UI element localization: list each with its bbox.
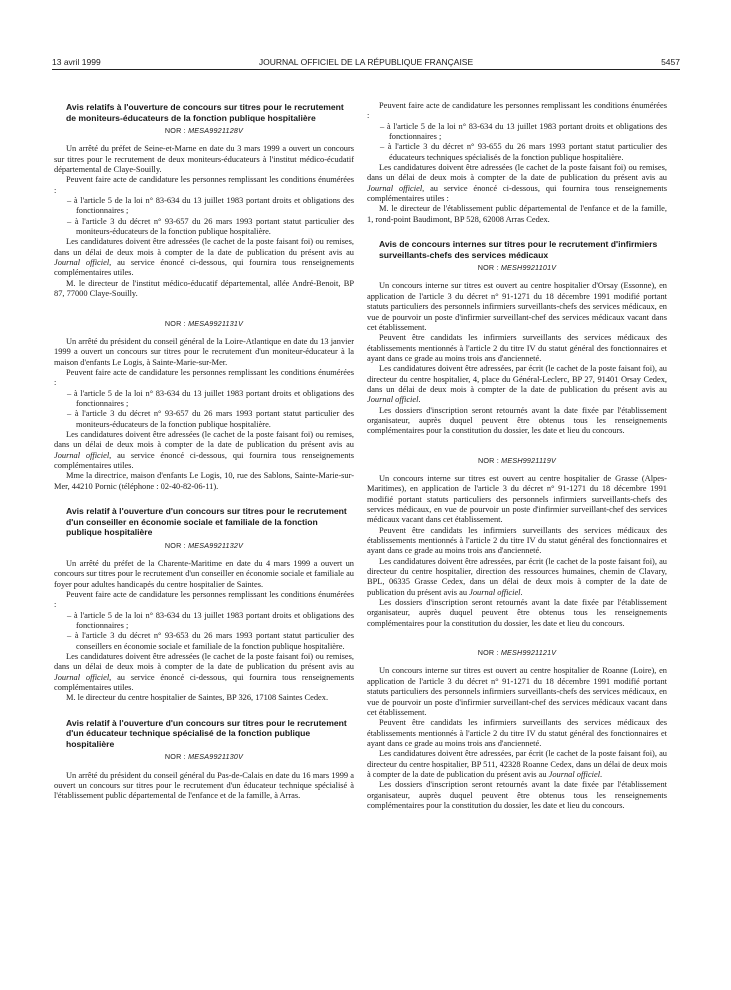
notice-educateur-technique <box>54 718 354 802</box>
nor-reference <box>367 456 667 466</box>
address-paragraph: M. le directeur de l'établissement public départemental de l'enfance et de la famille, 1, rond-point Baudimont, BP 528, 62008 Arras Cedex. <box>367 204 667 224</box>
paragraph: Peuvent être candidats les infirmiers surveillants des services médicaux des établissements mentionnés à l'article 2 du titre IV du statut général des fonctionnaires et ayant dans ce grade au moins trois ans d'ancienneté. <box>367 718 667 748</box>
nor-reference <box>367 648 667 658</box>
text-run: , au service énoncé ci-dessous, qui fournira tous renseignements complémentaires utiles. <box>54 672 354 692</box>
text-run: . <box>418 395 421 405</box>
paragraph: Un concours interne sur titres est ouvert au centre hospitalier de Roanne (Loire), en application de l'article 3 du décret n° 91-1271 du 18 décembre 1991 modifié portant statuts particuliers des personnels infirmiers surveillants-chefs des services médicaux, en vue de pourvoir un poste d'infirmier surveillant-chef des services médicaux vacant dans cet établissement. <box>367 666 667 717</box>
nor-code: MESA9921128V <box>188 126 244 135</box>
journal-officiel-ref: Journal officiel <box>469 587 521 597</box>
header-rule <box>52 69 680 70</box>
paragraph: Peuvent faire acte de candidature les personnes remplissant les conditions énumérées : <box>54 367 354 388</box>
nor-label: NOR : <box>164 752 186 762</box>
journal-officiel-ref: Journal officiel <box>367 183 423 193</box>
paragraph: Peuvent faire acte de candidature les personnes remplissant les conditions énumérées : <box>54 175 354 195</box>
list-item: – à l'article 5 de la loi n° 83-634 du 13 juillet 1983 portant droits et obligations des fonctionnaires ; <box>367 122 667 143</box>
journal-title: JOURNAL OFFICIEL DE LA RÉPUBLIQUE FRANÇAISE <box>258 57 474 67</box>
nor-label: NOR : <box>477 263 499 273</box>
notice-loire-atlantique <box>54 319 354 493</box>
list-item: – à l'article 3 du décret n° 93-655 du 26 mars 1993 portant statut particulier des éducateurs techniques spécialisés de la fonction publique hospitalière. <box>367 142 667 163</box>
nor-reference <box>54 752 354 762</box>
journal-officiel-ref: Journal officiel <box>367 395 419 405</box>
text-run: , au service énoncé ci-dessous, qui fournira tous renseignements complémentaires utiles. <box>54 450 354 470</box>
journal-officiel-ref: Journal officiel <box>548 769 601 779</box>
nor-code: MESA9921132V <box>188 540 244 550</box>
paragraph: Les dossiers d'inscription seront retournés avant la date fixée par l'établissement organisateur, auprès duquel peuvent être obtenus tous les renseignements complémentaires pour la constitution du dossier, les date et lieu du concours. <box>367 780 667 810</box>
paragraph: Un concours interne sur titres est ouvert au centre hospitalier d'Orsay (Essonne), en application de l'article 3 du décret n° 91-1271 du 18 décembre 1991 modifié portant statuts particuliers des personnels infirmiers surveillants-chefs des services médicaux, en vue de pourvoir un poste d'infirmier surveillant-chef des services médicaux vacant dans cet établissement. <box>367 281 667 332</box>
paragraph: Un arrêté du préfet de la Charente-Maritime en date du 4 mars 1999 a ouvert un concours sur titres pour le recrutement d'un conseiller en économie sociale et familiale au foyer pour adultes handicapés du centre hospitalier de Saintes. <box>54 558 354 589</box>
nor-code: MESA9921131V <box>188 318 244 328</box>
paragraph <box>54 430 354 471</box>
nor-code: MESH9921101V <box>500 263 557 273</box>
text-run: , au service énoncé ci-dessous, qui fournira tous renseignements complémentaires utiles : <box>367 183 667 204</box>
paragraph: Un arrêté du préfet de Seine-et-Marne en date du 3 mars 1999 a ouvert un concours sur titres pour le recrutement de deux moniteurs-éducateurs à l'institut médico-écudatif départemental de Claye-Souilly. <box>54 144 354 175</box>
nor-code: MESH9921121V <box>500 648 557 658</box>
journal-officiel-ref: Journal officiel <box>54 672 110 682</box>
paragraph: Peuvent être candidats les infirmiers surveillants des services médicaux des établissements mentionnés à l'article 2 du titre IV du statut général des fonctionnaires et ayant dans ce grade au moins trois ans d'ancienneté. <box>367 333 667 363</box>
text-run: Les candidatures doivent être adressées, par écrit (le cachet de la poste faisant foi), au directeur du centre hospitalier, direction des ressources humaines, chemin de Clavary, BPL, 06335 Grasse Cedex, dans un délai de deux mois à compter de la date de publication du présent avis au <box>367 556 667 597</box>
nor-code: MESA9921130V <box>188 752 244 762</box>
nor-reference <box>54 319 354 329</box>
address-paragraph: Mme la directrice, maison d'enfants Le Logis, 10, rue des Sablons, Sainte-Marie-sur-Mer, 44210 Pornic (téléphone : 02-40-82-06-11). <box>54 471 354 491</box>
list-item: – à l'article 5 de la loi n° 83-634 du 13 juillet 1983 portant droits et obligations des fonctionnaires ; <box>54 611 354 632</box>
left-column <box>54 102 354 802</box>
right-column <box>367 101 667 811</box>
nor-label: NOR : <box>164 540 186 550</box>
conditions-list <box>367 122 667 163</box>
paragraph <box>367 163 667 204</box>
text-run: . <box>520 587 523 597</box>
conditions-list <box>54 611 354 652</box>
text-run: Les candidatures doivent être adressées (le cachet de la poste faisant foi) ou remises, dans un délai de deux mois à compter de la date de publication du présent avis au <box>54 237 354 257</box>
nor-reference <box>54 541 354 551</box>
text-run: Les candidatures doivent être adressées, par écrit (le cachet de la poste faisant foi), au directeur du centre hospitalier, BP 511, 42328 Roanne Cedex, dans un délai de deux mois à compter de la date de publication du présent avis au <box>367 749 667 779</box>
conditions-list <box>54 389 354 430</box>
nor-reference <box>54 126 354 136</box>
conditions-list <box>54 196 354 237</box>
paragraph <box>367 557 667 598</box>
notice-infirmiers-grasse <box>367 456 667 630</box>
nor-label: NOR : <box>164 126 186 135</box>
paragraph <box>367 364 667 405</box>
notice-educateur-technique-continued <box>367 101 667 225</box>
journal-officiel-ref: Journal officiel <box>54 258 110 268</box>
nor-label: NOR : <box>477 648 499 658</box>
paragraph: Peuvent faire acte de candidature les personnes remplissant les conditions énumérées : <box>54 589 354 610</box>
list-item: – à l'article 3 du décret n° 93-657 du 26 mars 1993 portant statut particulier des moniteurs-éducateurs de la fonction publique hospitalière. <box>54 217 354 238</box>
nor-code: MESH9921119V <box>501 455 557 465</box>
list-item: – à l'article 3 du décret n° 93-653 du 26 mars 1993 portant statut particulier des conseillers en économie sociale et familiale de la fonction publique hospitalière. <box>54 631 354 652</box>
list-item: – à l'article 5 de la loi n° 83-634 du 13 juillet 1983 portant droits et obligations des fonctionnaires ; <box>54 389 354 410</box>
notice-title: Avis relatifs à l'ouverture de concours sur titres pour le recrutement de moniteurs-éducateurs de la fonction publique hospitalière <box>66 102 344 123</box>
address-paragraph: M. le directeur du centre hospitalier de Saintes, BP 326, 17108 Saintes Cedex. <box>66 693 329 703</box>
paragraph: Les dossiers d'inscription seront retournés avant la date fixée par l'établissement organisateur, auprès duquel peuvent être obtenus tous les renseignements complémentaires pour la constitution du dossier, les date et lieu du concours. <box>367 598 667 628</box>
page-number: 5457 <box>661 57 680 67</box>
paragraph <box>54 237 354 278</box>
page-header <box>52 57 680 69</box>
paragraph <box>367 749 667 780</box>
address-paragraph: M. le directeur de l'institut médico-éducatif départemental, allée André-Benoit, BP 87, 77000 Claye-Souilly. <box>54 278 354 299</box>
notice-moniteurs-educateurs <box>54 102 354 300</box>
text-run: Les candidatures doivent être adressées, par écrit (le cachet de la poste faisant foi), au directeur du centre hospitalier, 4, place du Général-Leclerc, BP 27, 91401 Orsay Cedex, dans un délai de deux mois à compter de la date de publication du présent avis au <box>367 364 667 394</box>
issue-date: 13 avril 1999 <box>52 57 101 67</box>
paragraph: Un concours interne sur titres est ouvert au centre hospitalier de Grasse (Alpes-Maritimes), en application de l'article 3 du décret n° 91-1271 du 18 décembre 1991 modifié portant statuts particuliers des personnels infirmiers surveillants-chefs des services médicaux, en vue de pourvoir un poste d'infirmier surveillant-chef des services médicaux vacant dans cet établissement. <box>367 473 667 525</box>
nor-reference <box>367 263 667 273</box>
paragraph: Les dossiers d'inscription seront retournés avant la date fixée par l'établissement organisateur, auprès duquel peuvent être obtenus tous les renseignements complémentaires pour la constitution du dossier, les date et lieu du concours. <box>367 405 667 436</box>
paragraph: Peuvent faire acte de candidature les personnes remplissant les conditions énumérées : <box>367 101 667 121</box>
notice-infirmiers-orsay <box>367 239 667 437</box>
journal-officiel-ref: Journal officiel <box>54 450 110 460</box>
notice-title: Avis de concours internes sur titres pour le recrutement d'infirmiers surveillants-chefs des services médicaux <box>379 239 658 260</box>
list-item: – à l'article 5 de la loi n° 83-634 du 13 juillet 1983 portant droits et obligations des fonctionnaires ; <box>54 196 354 217</box>
nor-label: NOR : <box>164 318 186 328</box>
text-run: Les candidatures doivent être adressées (le cachet de la poste faisant foi) ou remises, dans un délai de deux mois à compter de la date de publication du présent avis au <box>367 163 667 183</box>
notice-infirmiers-roanne <box>367 648 667 811</box>
notice-conseiller-economie <box>54 506 354 704</box>
paragraph: Un arrêté du président du conseil général de la Loire-Atlantique en date du 13 janvier 1999 a ouvert un concours sur titres pour le recrutement d'un moniteur-éducateur à la maison d'enfants Le Logis, à Sainte-Marie-sur-Mer. <box>54 336 354 367</box>
text-run: Les candidatures doivent être adressées (le cachet de la poste faisant foi) ou remises, dans un délai de deux mois à compter de la date de publication du présent avis au <box>54 651 354 672</box>
paragraph: Peuvent être candidats les infirmiers surveillants des services médicaux des établissements mentionnés à l'article 2 du titre IV du statut général des fonctionnaires et ayant dans ce grade au moins trois ans d'ancienneté. <box>367 525 667 556</box>
text-run: Les candidatures doivent être adressées (le cachet de la poste faisant foi) ou remises, dans un délai de deux mois à compter de la date de publication du présent avis au <box>54 429 354 450</box>
paragraph: Un arrêté du président du conseil général du Pas-de-Calais en date du 16 mars 1999 a ouvert un concours sur titres pour le recrutement d'un éducateur technique spécialisé à l'établissement public départemental de l'enfance et de la famille, à Arras. <box>54 770 354 801</box>
text-run: . <box>600 769 603 779</box>
nor-label: NOR : <box>477 455 499 465</box>
notice-title: Avis relatif à l'ouverture d'un concours sur titres pour le recrutement d'un conseiller en économie sociale et familiale de la fonction publique hospitalière <box>66 506 347 537</box>
paragraph <box>54 652 354 693</box>
list-item: – à l'article 3 du décret n° 93-657 du 26 mars 1993 portant statut particulier des moniteurs-éducateurs de la fonction publique hospitalière. <box>54 409 354 430</box>
text-run: , au service énoncé ci-dessous, qui fournira tous renseignements complémentaires utiles. <box>54 258 354 278</box>
notice-title: Avis relatif à l'ouverture d'un concours sur titres pour le recrutement d'un éducateur technique spécialisé de la fonction publique hospitalière <box>66 717 347 749</box>
